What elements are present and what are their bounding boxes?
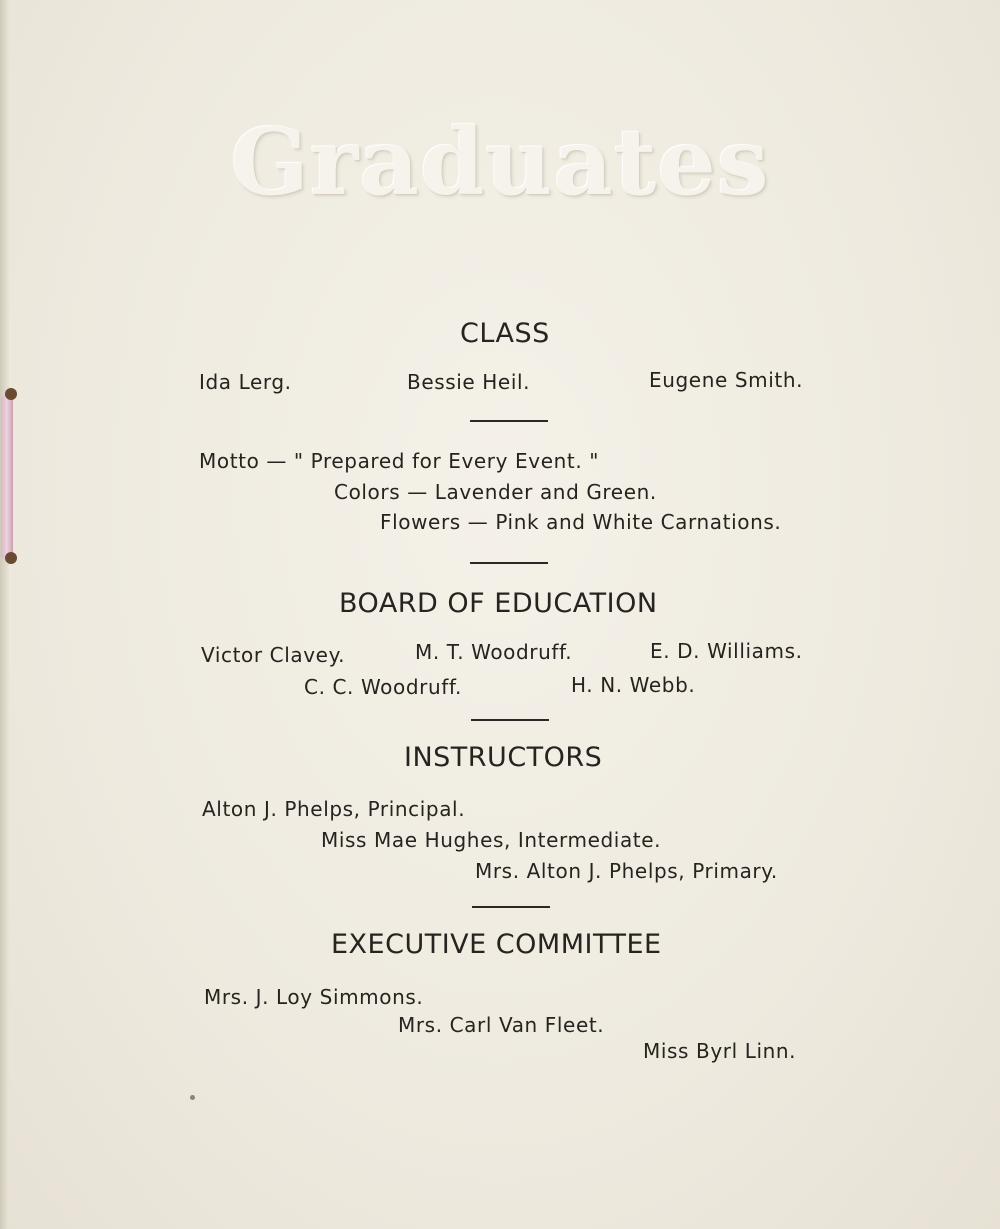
- board-member: H. N. Webb.: [571, 673, 696, 697]
- class-member: Ida Lerg.: [199, 370, 292, 394]
- committee-member: Mrs. J. Loy Simmons.: [204, 985, 424, 1009]
- paper-speck: [190, 1095, 195, 1100]
- board-member: E. D. Williams.: [650, 639, 803, 663]
- section-divider: [472, 906, 550, 908]
- committee-member: Miss Byrl Linn.: [643, 1039, 797, 1063]
- section-divider: [471, 719, 549, 721]
- instructors-heading: INSTRUCTORS: [404, 742, 603, 773]
- board-member: Victor Clavey.: [201, 643, 346, 667]
- section-divider: [470, 420, 548, 422]
- instructor: Miss Mae Hughes, Intermediate.: [321, 828, 662, 852]
- board-member: M. T. Woodruff.: [415, 640, 573, 664]
- class-member: Bessie Heil.: [407, 370, 531, 394]
- committee-member: Mrs. Carl Van Fleet.: [398, 1013, 605, 1037]
- embossed-title: Graduates: [230, 108, 770, 216]
- binding-hole-bottom: [5, 552, 17, 564]
- board-member: C. C. Woodruff.: [304, 675, 463, 699]
- binding-ribbon: [0, 388, 16, 568]
- class-heading: CLASS: [460, 318, 550, 349]
- instructor: Alton J. Phelps, Principal.: [202, 797, 466, 821]
- class-member: Eugene Smith.: [649, 368, 804, 392]
- instructor: Mrs. Alton J. Phelps, Primary.: [475, 859, 778, 883]
- class-colors: Colors — Lavender and Green.: [334, 480, 657, 504]
- ribbon-band: [1, 394, 13, 560]
- class-flowers: Flowers — Pink and White Carnations.: [380, 510, 782, 534]
- board-heading: BOARD OF EDUCATION: [339, 588, 658, 619]
- class-motto: Motto — " Prepared for Every Event. ": [199, 449, 600, 473]
- binding-hole-top: [5, 388, 17, 400]
- committee-heading: EXECUTIVE COMMITTEE: [331, 929, 662, 960]
- section-divider: [470, 562, 548, 564]
